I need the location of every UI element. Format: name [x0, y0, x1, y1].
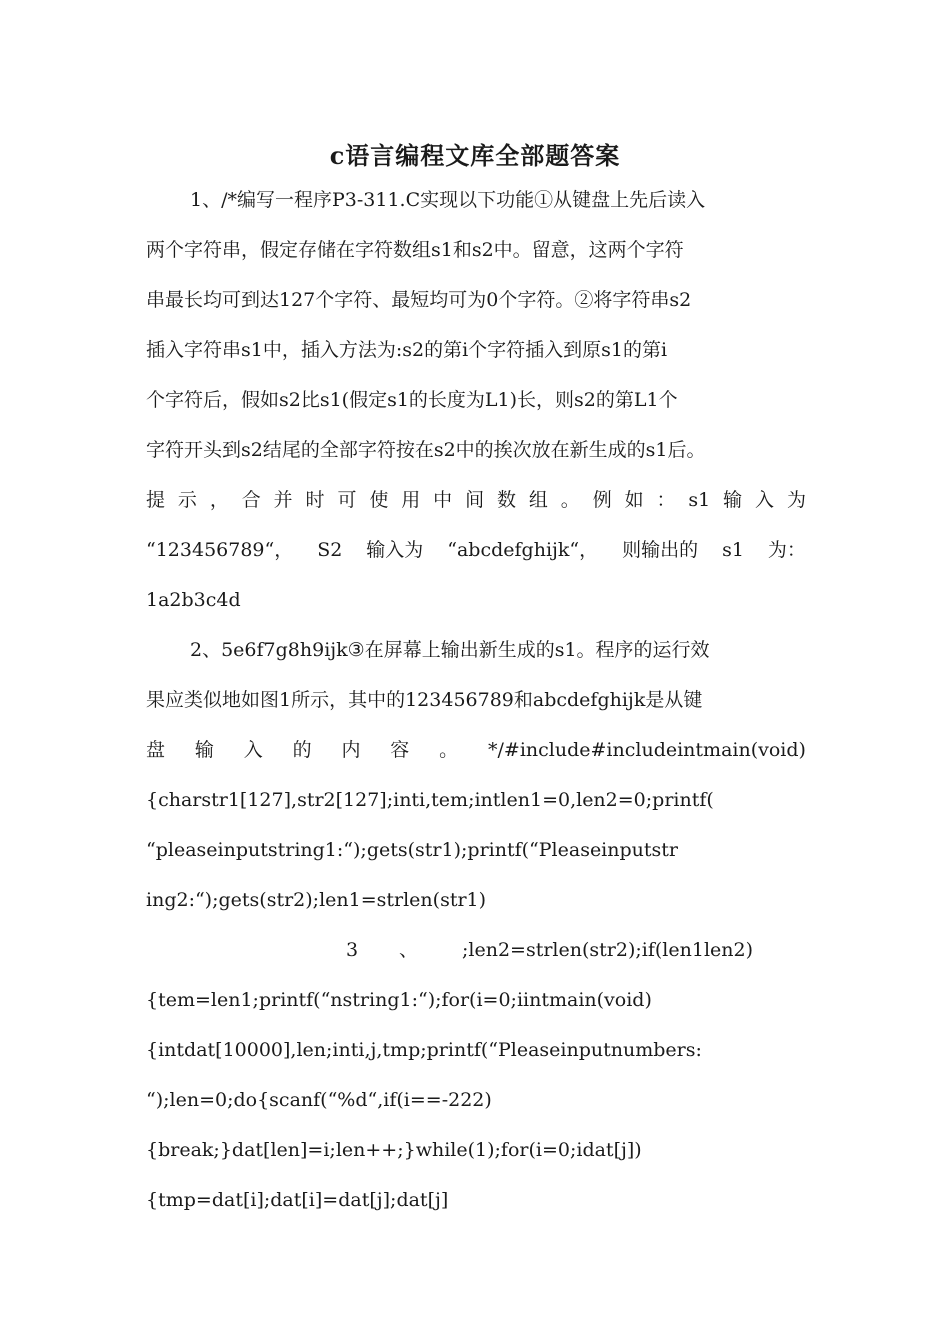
text-fragment: 为: [786, 489, 806, 511]
text-fragment: 时: [305, 489, 325, 511]
page-title: c语言编程文库全部题答案: [329, 141, 621, 170]
text-fragment: “123456789“，: [146, 539, 294, 561]
text-fragment: 内: [341, 739, 361, 761]
text-fragment: 的: [292, 739, 312, 761]
text-fragment: */#include#includeintmain(void): [488, 739, 806, 761]
text-fragment: 入: [243, 739, 263, 761]
text-line-21: {tmp=dat[i];dat[i]=dat[j];dat[j]: [146, 1189, 449, 1211]
text-fragment: 3: [346, 939, 359, 961]
text-fragment: 例: [592, 489, 612, 511]
text-line-7: [146, 487, 806, 513]
text-fragment: 盘: [146, 739, 166, 761]
text-line-4: 插入字符串s1中，插入方法为:s2的第i个字符插入到原s1的第i: [146, 339, 668, 361]
text-fragment: 入: [755, 489, 775, 511]
text-fragment: 为：: [767, 539, 806, 561]
text-line-12: [146, 737, 806, 763]
text-fragment: 输: [194, 739, 214, 761]
text-line-13: {charstr1[127],str2[127];inti,tem;intlen1=0,len2=0;printf(: [146, 789, 714, 811]
text-line-17: {tem=len1;printf(“nstring1:“);for(i=0;iintmain(void): [146, 989, 652, 1011]
text-line-15: ing2:“);gets(str2);len1=strlen(str1): [146, 889, 487, 911]
text-fragment: 示: [177, 489, 197, 511]
text-line-2: 两个字符串，假定存储在字符数组s1和s2中。留意，这两个字符: [146, 239, 684, 261]
text-fragment: S2: [317, 539, 343, 561]
text-fragment: 、: [399, 939, 419, 961]
text-fragment: 容: [390, 739, 410, 761]
text-fragment: 。: [439, 739, 459, 761]
text-fragment: s1: [722, 539, 744, 561]
text-line-20: {break;}dat[len]=i;len++;}while(1);for(i=0;idat[j]): [146, 1139, 642, 1161]
text-line-18: {intdat[10000],len;inti,j,tmp;printf(“Pleaseinputnumbers:: [146, 1039, 702, 1061]
text-fragment: 合: [241, 489, 261, 511]
text-fragment: 并: [273, 489, 293, 511]
text-fragment: ;len2=strlen(str2);if(len1len2): [462, 939, 754, 961]
text-line-6: 字符开头到s2结尾的全部字符按在s2中的挨次放在新生成的s1后。: [146, 439, 706, 461]
text-fragment: s1: [688, 489, 711, 511]
text-line-9: 1a2b3c4d: [146, 589, 241, 611]
text-line-11: 果应类似地如图1所示，其中的123456789和abcdefghijk是从键: [146, 689, 703, 711]
text-fragment: ，: [209, 489, 229, 511]
text-fragment: 中: [433, 489, 453, 511]
text-line-8: [146, 537, 806, 563]
text-fragment: 用: [401, 489, 421, 511]
text-fragment: 可: [337, 489, 357, 511]
text-line-14: “pleaseinputstring1:“);gets(str1);printf(“Pleaseinputstr: [146, 839, 678, 861]
text-fragment: 使: [369, 489, 389, 511]
text-fragment: 如: [624, 489, 644, 511]
text-fragment: 间: [465, 489, 485, 511]
text-fragment: 输: [723, 489, 743, 511]
text-fragment: “abcdefghijk“，: [447, 539, 599, 561]
text-fragment: 提: [146, 489, 166, 511]
text-line-1: 1、/*编写一程序P3-311.C实现以下功能①从键盘上先后读入: [190, 189, 706, 211]
text-line-3: 串最长均可到达127个字符、最短均可为0个字符。②将字符串s2: [146, 289, 692, 311]
text-fragment: 。: [560, 489, 580, 511]
text-line-5: 个字符后，假如s2比s1(假定s1的长度为L1)长，则s2的第L1个: [146, 389, 678, 411]
text-fragment: 数: [496, 489, 516, 511]
text-fragment: 组: [528, 489, 548, 511]
text-fragment: 输入为: [366, 539, 424, 561]
text-line-10: 2、5e6f7g8h9ijk③在屏幕上输出新生成的s1。程序的运行效: [190, 639, 710, 661]
text-fragment: ：: [656, 489, 676, 511]
text-line-19: “);len=0;do{scanf(“%d“,if(i==-222): [146, 1089, 492, 1111]
text-fragment: 则输出的: [622, 539, 699, 561]
